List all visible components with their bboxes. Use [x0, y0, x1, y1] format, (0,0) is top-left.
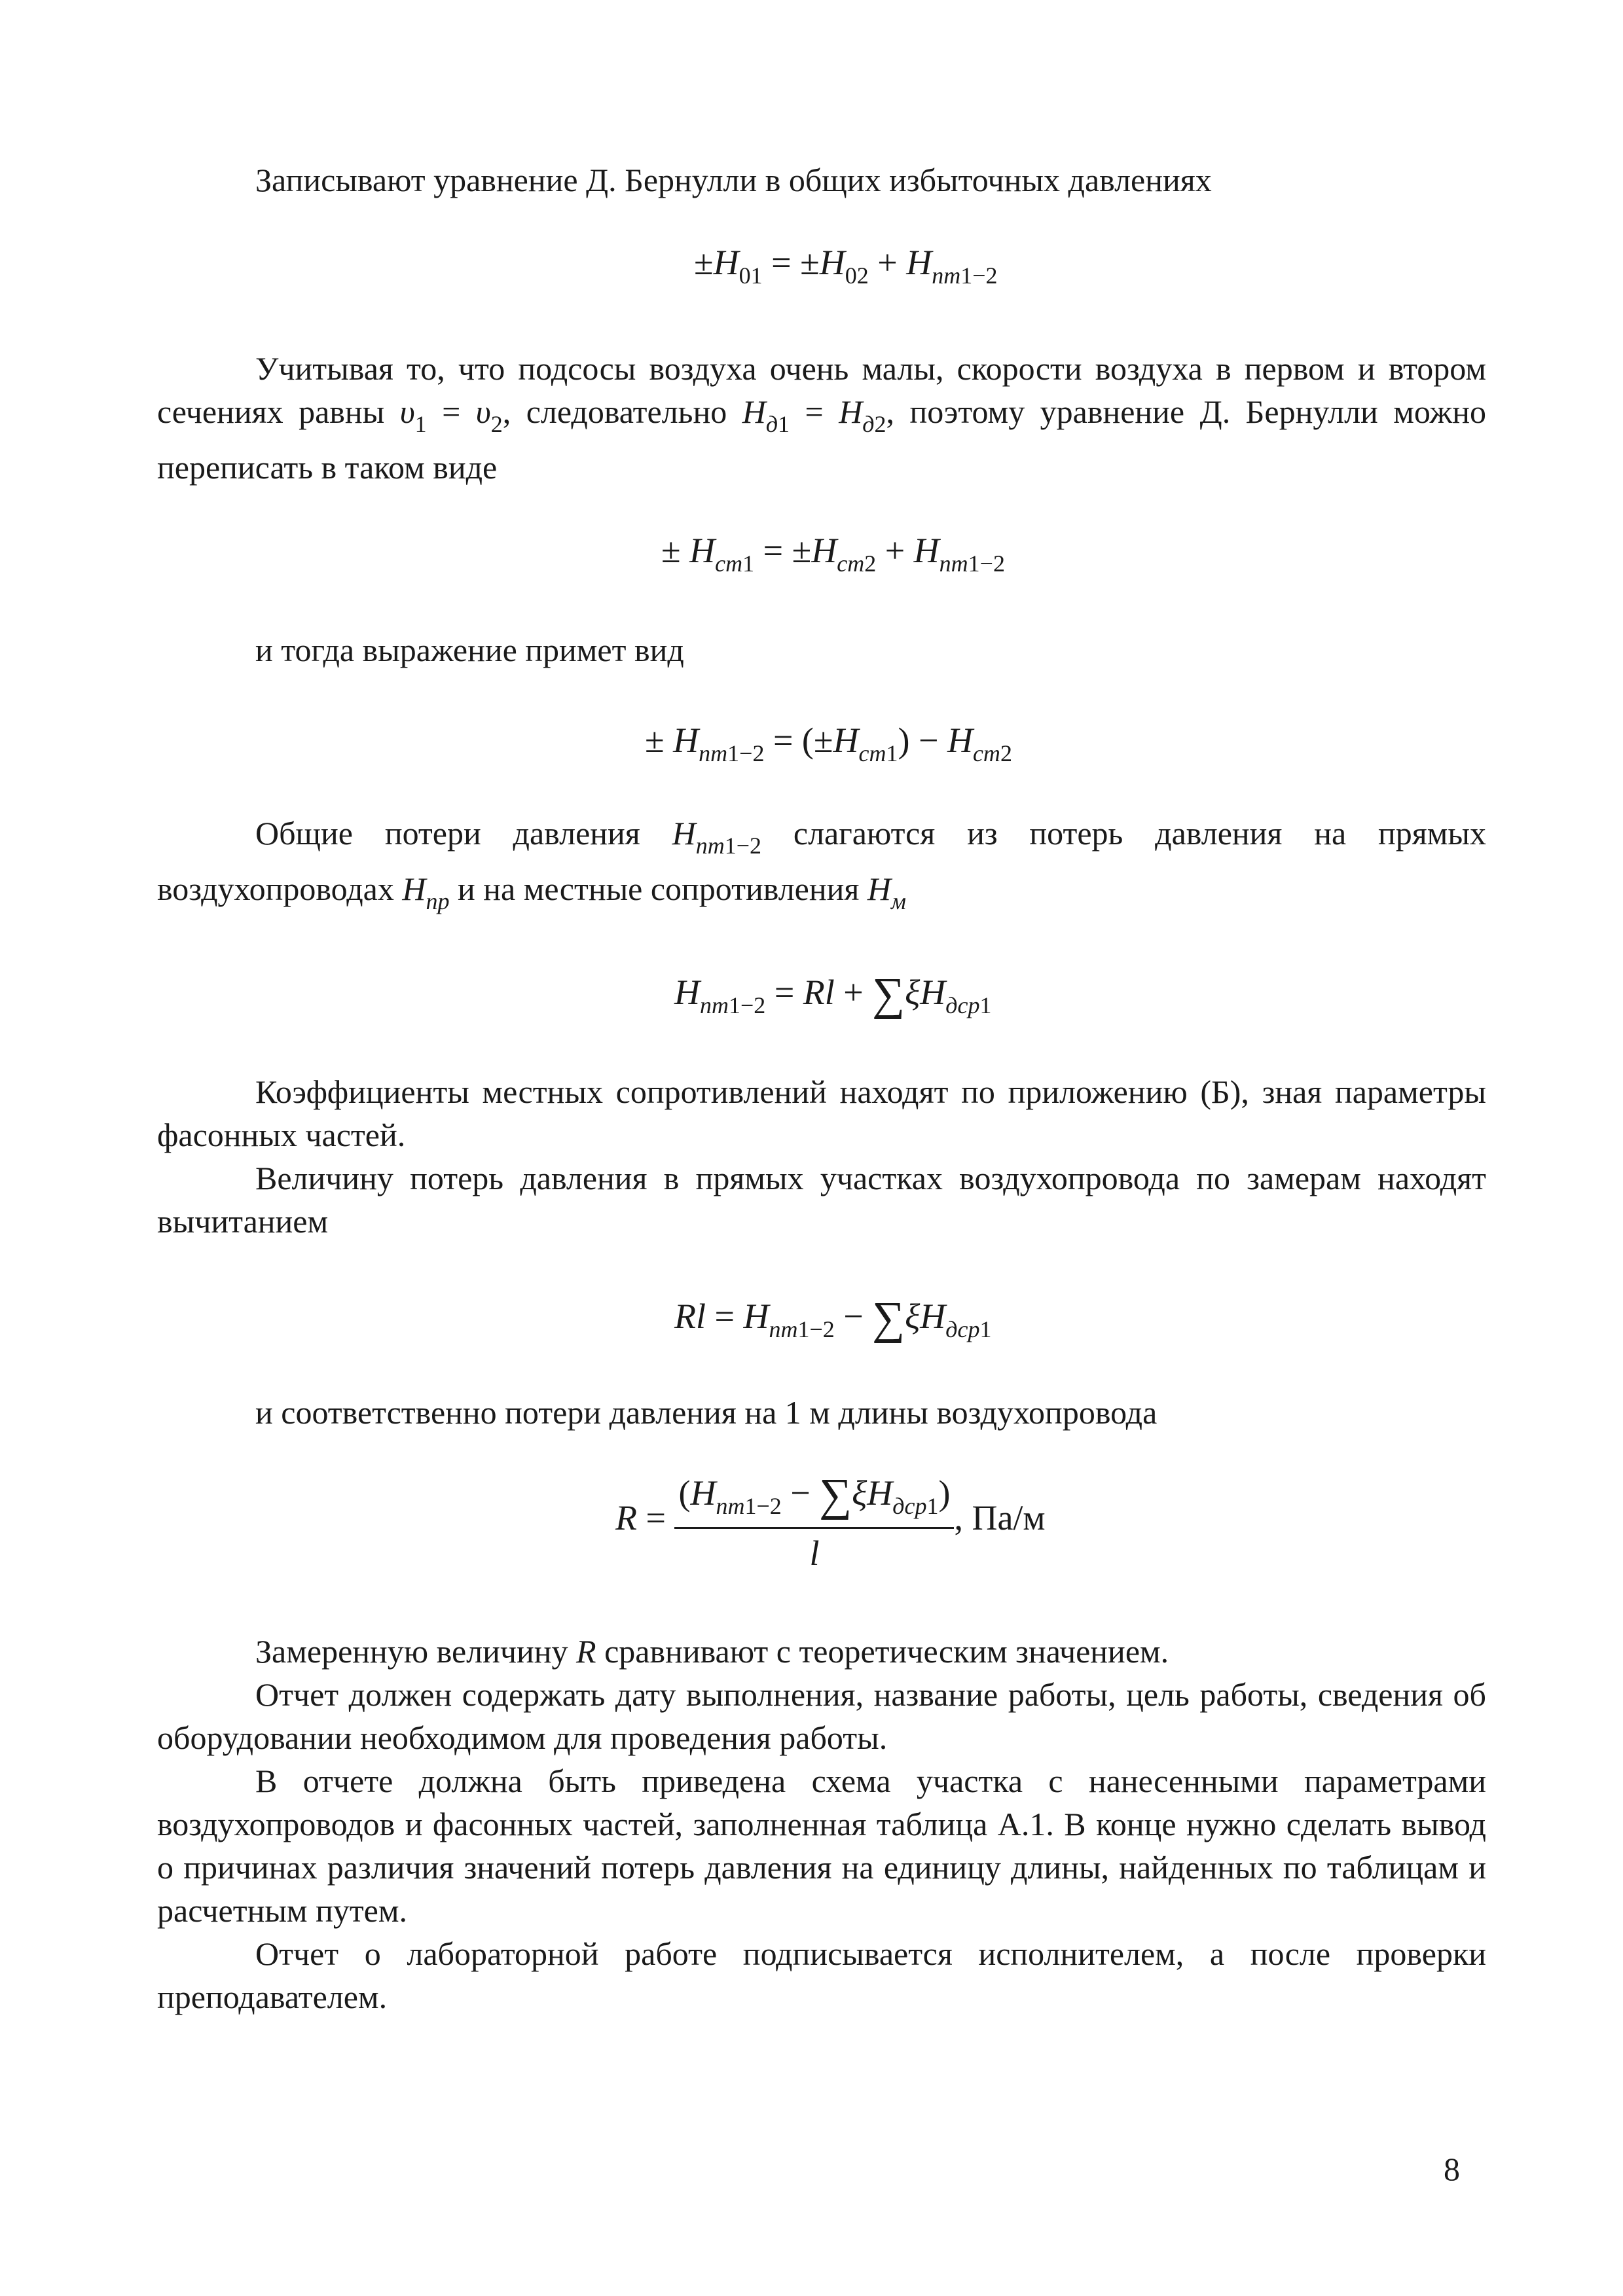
paragraph-total-losses: Общие потери давления $H_{пт1-2}$ слагаются из потерь давления на прямых воздухопроводах $H_{пр}$ и на местные сопротивления $H_м$	[157, 815, 1487, 914]
paragraph-velocity-equal: Учитывая то, что подсосы воздуха очень малы, скорости воздуха в первом и втором сечениях равны $\upsilon_1 = \upsilon_2$, следовательно $H_{д1} = H_{д2}$, поэтому уравнение Д. Бернулли можно переписать в таком виде	[157, 350, 1486, 486]
paragraph-measured-r: Замеренную величину R сравнивают с теоретическим значением.	[255, 1633, 1169, 1670]
equation-static-pressure: ± $H_{ст1} = \pm H_{ст2} + H_{пт1-2}$	[661, 531, 1005, 577]
paragraph-expression: и тогда выражение примет вид	[255, 632, 684, 668]
paragraph-straight-losses: Величину потерь давления в прямых участках воздухопровода по замерам находят вычитанием	[157, 1160, 1486, 1240]
page-number: 8	[1444, 2151, 1460, 2187]
paragraph-bernoulli-intro: Записывают уравнение Д. Бернулли в общих избыточных давлениях	[255, 162, 1212, 198]
equation-rl: $Rl = H_{пт1-2} - \sum\xi H_{дср1}$	[674, 1293, 992, 1344]
equation-loss-expression: ± $H_{пт1-2} = (\pm H_{ст1}) - H_{ст2}$	[645, 721, 1012, 766]
equation-r-per-meter: R = $\frac{(H_{пт1-2} - \sum\xi H_{дср1})}{l}$ , Па/м	[615, 1470, 1046, 1573]
equation-loss-sum: $H_{пт1-2} = Rl + \sum\xi H_{дср1}$	[674, 969, 992, 1020]
paragraph-report-scheme: В отчете должна быть приведена схема участка с нанесенными параметрами воздухопроводов и фасонных частей, заполненная таблица А.1. В конце нужно сделать вывод о причинах различия значений потерь давления на единицу длины, найденных по таблицам и расчетным путем.	[157, 1763, 1486, 1929]
equation-total-pressure: $\pm H_{01} = \pm H_{02} + H_{пт1-2}$	[694, 243, 998, 289]
paragraph-report-signature: Отчет о лабораторной работе подписывается исполнителем, а после проверки преподавателем.	[157, 1935, 1486, 2015]
paragraph-per-meter: и соответственно потери давления на 1 м длины воздухопровода	[255, 1394, 1158, 1431]
paragraph-report-content: Отчет должен содержать дату выполнения, название работы, цель работы, сведения об оборудовании необходимом для проведения работы.	[157, 1676, 1486, 1756]
paragraph-local-coefficients: Коэффициенты местных сопротивлений находят по приложению (Б), зная параметры фасонных частей.	[157, 1073, 1486, 1153]
